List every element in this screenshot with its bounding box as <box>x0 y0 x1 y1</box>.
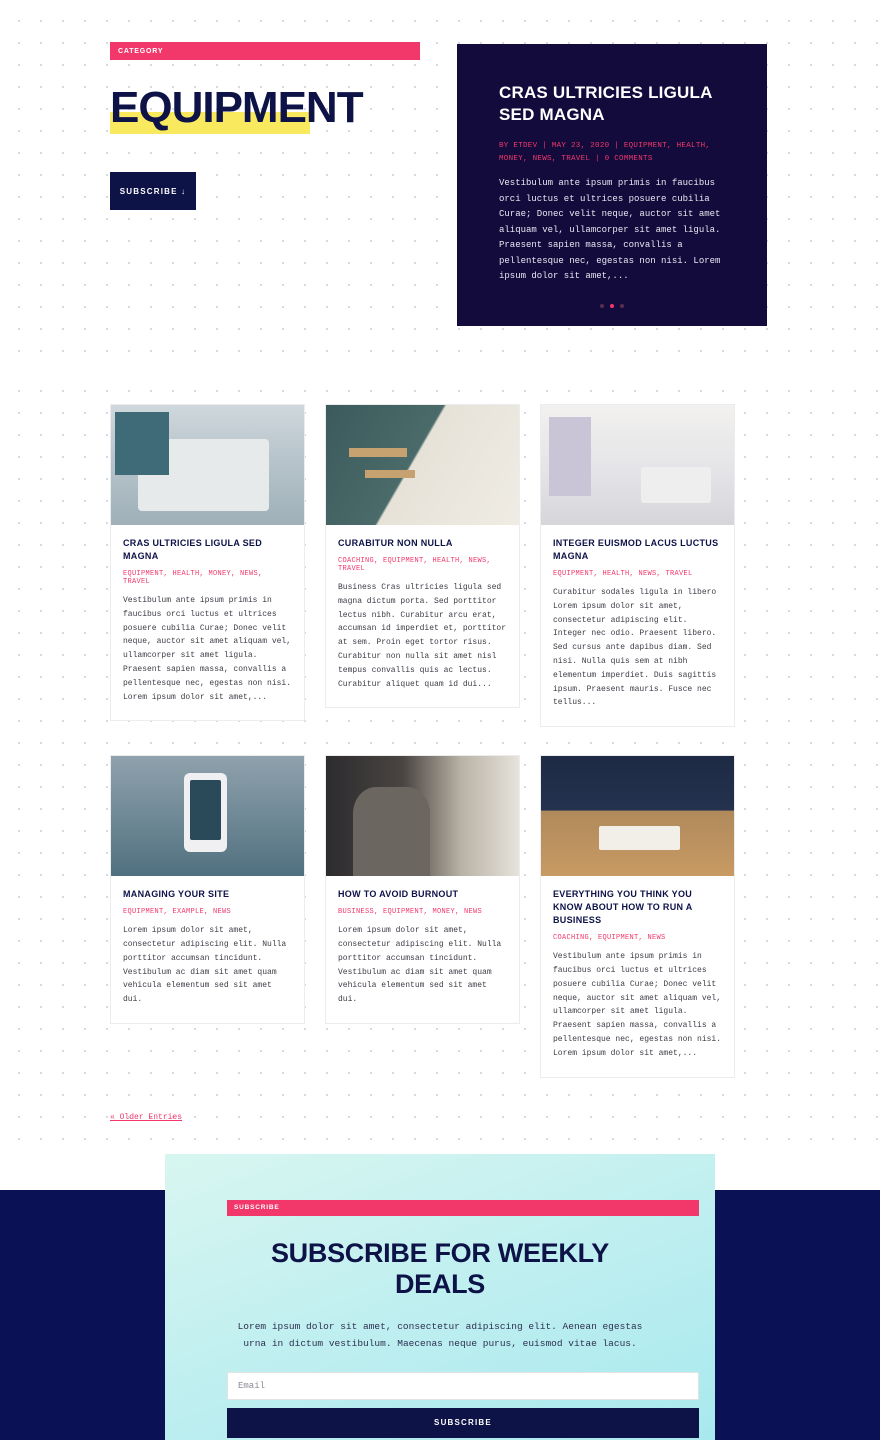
post-title[interactable]: HOW TO AVOID BURNOUT <box>338 889 459 900</box>
carousel-dot-1[interactable] <box>600 304 604 308</box>
post-excerpt: Business Cras ultricies ligula sed magna dictum porta. Sed porttitor lectus nibh. Curabitur arcu erat, accumsan id imperdiet et, porttitor at sem. Proin eget tortor risus. Curabitur non nulla sit amet nisl tempus convallis quis ac lectus. Curabitur aliquet quam id dui... <box>338 583 507 689</box>
carousel-dots[interactable] <box>457 304 767 308</box>
post-thumbnail[interactable] <box>111 756 304 876</box>
subscribe-submit-button[interactable]: SUBSCRIBE <box>227 1408 699 1438</box>
post-card[interactable] <box>110 404 305 721</box>
hero-left-column <box>110 42 430 210</box>
post-card[interactable] <box>325 404 520 708</box>
post-card-body <box>111 876 304 1023</box>
subscribe-badge-label: SUBSCRIBE <box>234 1204 280 1212</box>
post-row-2 <box>0 755 880 1077</box>
subscribe-title: SUBSCRIBE FOR WEEKLY DEALS <box>270 1237 610 1299</box>
post-categories[interactable]: EQUIPMENT, HEALTH, NEWS, TRAVEL <box>553 570 693 578</box>
post-title[interactable]: CRAS ULTRICIES LIGULA SED MAGNA <box>123 538 263 561</box>
featured-post-title: CRAS ULTRICIES LIGULA SED MAGNA <box>499 83 712 124</box>
post-categories[interactable]: EQUIPMENT, HEALTH, MONEY, NEWS, TRAVEL <box>123 570 263 586</box>
post-excerpt: Lorem ipsum dolor sit amet, consectetur adipiscing elit. Nulla porttitor accumsan tincidunt. Vestibulum ac diam sit amet quam vehicula elementum sed sit amet dui. <box>123 926 287 1005</box>
category-label: CATEGORY <box>118 47 164 55</box>
post-row-1 <box>0 404 880 727</box>
subscribe-badge <box>227 1200 699 1216</box>
post-card[interactable] <box>540 404 735 727</box>
post-title[interactable]: MANAGING YOUR SITE <box>123 889 230 900</box>
post-thumbnail[interactable] <box>326 405 519 525</box>
post-thumbnail[interactable] <box>541 756 734 876</box>
post-card-body <box>326 876 519 1023</box>
email-field[interactable] <box>227 1372 699 1400</box>
post-title[interactable]: EVERYTHING YOU THINK YOU KNOW ABOUT HOW TO RUN A BUSINESS <box>553 889 693 926</box>
post-categories[interactable]: COACHING, EQUIPMENT, HEALTH, NEWS, TRAVEL <box>338 557 492 573</box>
post-card-body <box>541 525 734 726</box>
post-grid <box>0 370 880 1154</box>
page-title: EQUIPMENT <box>110 83 363 132</box>
post-categories[interactable]: EQUIPMENT, EXAMPLE, NEWS <box>123 908 232 917</box>
subscribe-panel <box>165 1154 715 1440</box>
older-entries-link[interactable]: « Older Entries <box>110 1112 183 1122</box>
post-excerpt: Curabitur sodales ligula in libero Lorem ipsum dolor sit amet, consectetur adipiscing elit. Integer nec odio. Praesent libero. Sed cursus ante dapibus diam. Sed nisi. Nulla quis sem at nibh elementum imperdiet. Duis sagittis ipsum. Praesent mauris. Fusce nec tellus... <box>553 588 717 708</box>
post-excerpt: Vestibulum ante ipsum primis in faucibus orci luctus et ultrices posuere cubilia Curae; Donec velit neque, auctor sit amet aliquam vel, ullamcorper sit amet ligula. Praesent sapien massa, convallis a pellentesque nec, egestas non nisi. Lorem ipsum dolor sit amet,... <box>553 952 722 1058</box>
post-card-body <box>326 525 519 707</box>
subscribe-button[interactable]: SUBSCRIBE ↓ <box>110 172 196 210</box>
featured-post-excerpt: Vestibulum ante ipsum primis in faucibus orci luctus et ultrices posuere cubilia Curae; Donec velit neque, auctor sit amet aliquam vel, ullamcorper sit amet ligula. Praesent sapien massa, convallis a pellentesque nec, egestas non nisi. Lorem ipsum dolor sit amet,... <box>499 178 721 281</box>
hero-section <box>0 0 880 370</box>
category-badge <box>110 42 420 60</box>
post-title[interactable]: CURABITUR NON NULLA <box>338 538 453 548</box>
post-card-body <box>541 876 734 1076</box>
post-thumbnail[interactable] <box>111 405 304 525</box>
post-card[interactable] <box>325 755 520 1024</box>
carousel-dot-2[interactable] <box>610 304 614 308</box>
post-title[interactable]: INTEGER EUISMOD LACUS LUCTUS MAGNA <box>553 538 719 561</box>
page-title-wrapper <box>110 82 430 144</box>
post-card[interactable] <box>540 755 735 1077</box>
footer-section <box>0 1154 880 1440</box>
subscribe-description: Lorem ipsum dolor sit amet, consectetur adipiscing elit. Aenean egestas urna in dictum vestibulum. Maecenas neque purus, euismod vitae lacus. <box>237 1320 643 1349</box>
post-categories[interactable]: COACHING, EQUIPMENT, NEWS <box>553 934 666 943</box>
post-excerpt: Lorem ipsum dolor sit amet, consectetur adipiscing elit. Nulla porttitor accumsan tincidunt. Vestibulum ac diam sit amet quam vehicula elementum sed sit amet dui. <box>338 926 502 1005</box>
carousel-dot-3[interactable] <box>620 304 624 308</box>
featured-post-meta: BY ETDEV | MAY 23, 2020 | EQUIPMENT, HEALTH, MONEY, NEWS, TRAVEL | 0 COMMENTS <box>499 142 711 163</box>
post-card[interactable] <box>110 755 305 1024</box>
post-thumbnail[interactable] <box>326 756 519 876</box>
featured-post-card[interactable] <box>457 44 767 326</box>
post-card-body <box>111 525 304 720</box>
post-categories[interactable]: BUSINESS, EQUIPMENT, MONEY, NEWS <box>338 908 483 917</box>
post-thumbnail[interactable] <box>541 405 734 525</box>
post-excerpt: Vestibulum ante ipsum primis in faucibus orci luctus et ultrices posuere cubilia Curae; Donec velit neque, auctor sit amet aliquam vel, ullamcorper sit amet ligula. Praesent sapien massa, convallis a pellentesque nec, egestas non nisi. Lorem ipsum dolor sit amet,... <box>123 596 292 702</box>
